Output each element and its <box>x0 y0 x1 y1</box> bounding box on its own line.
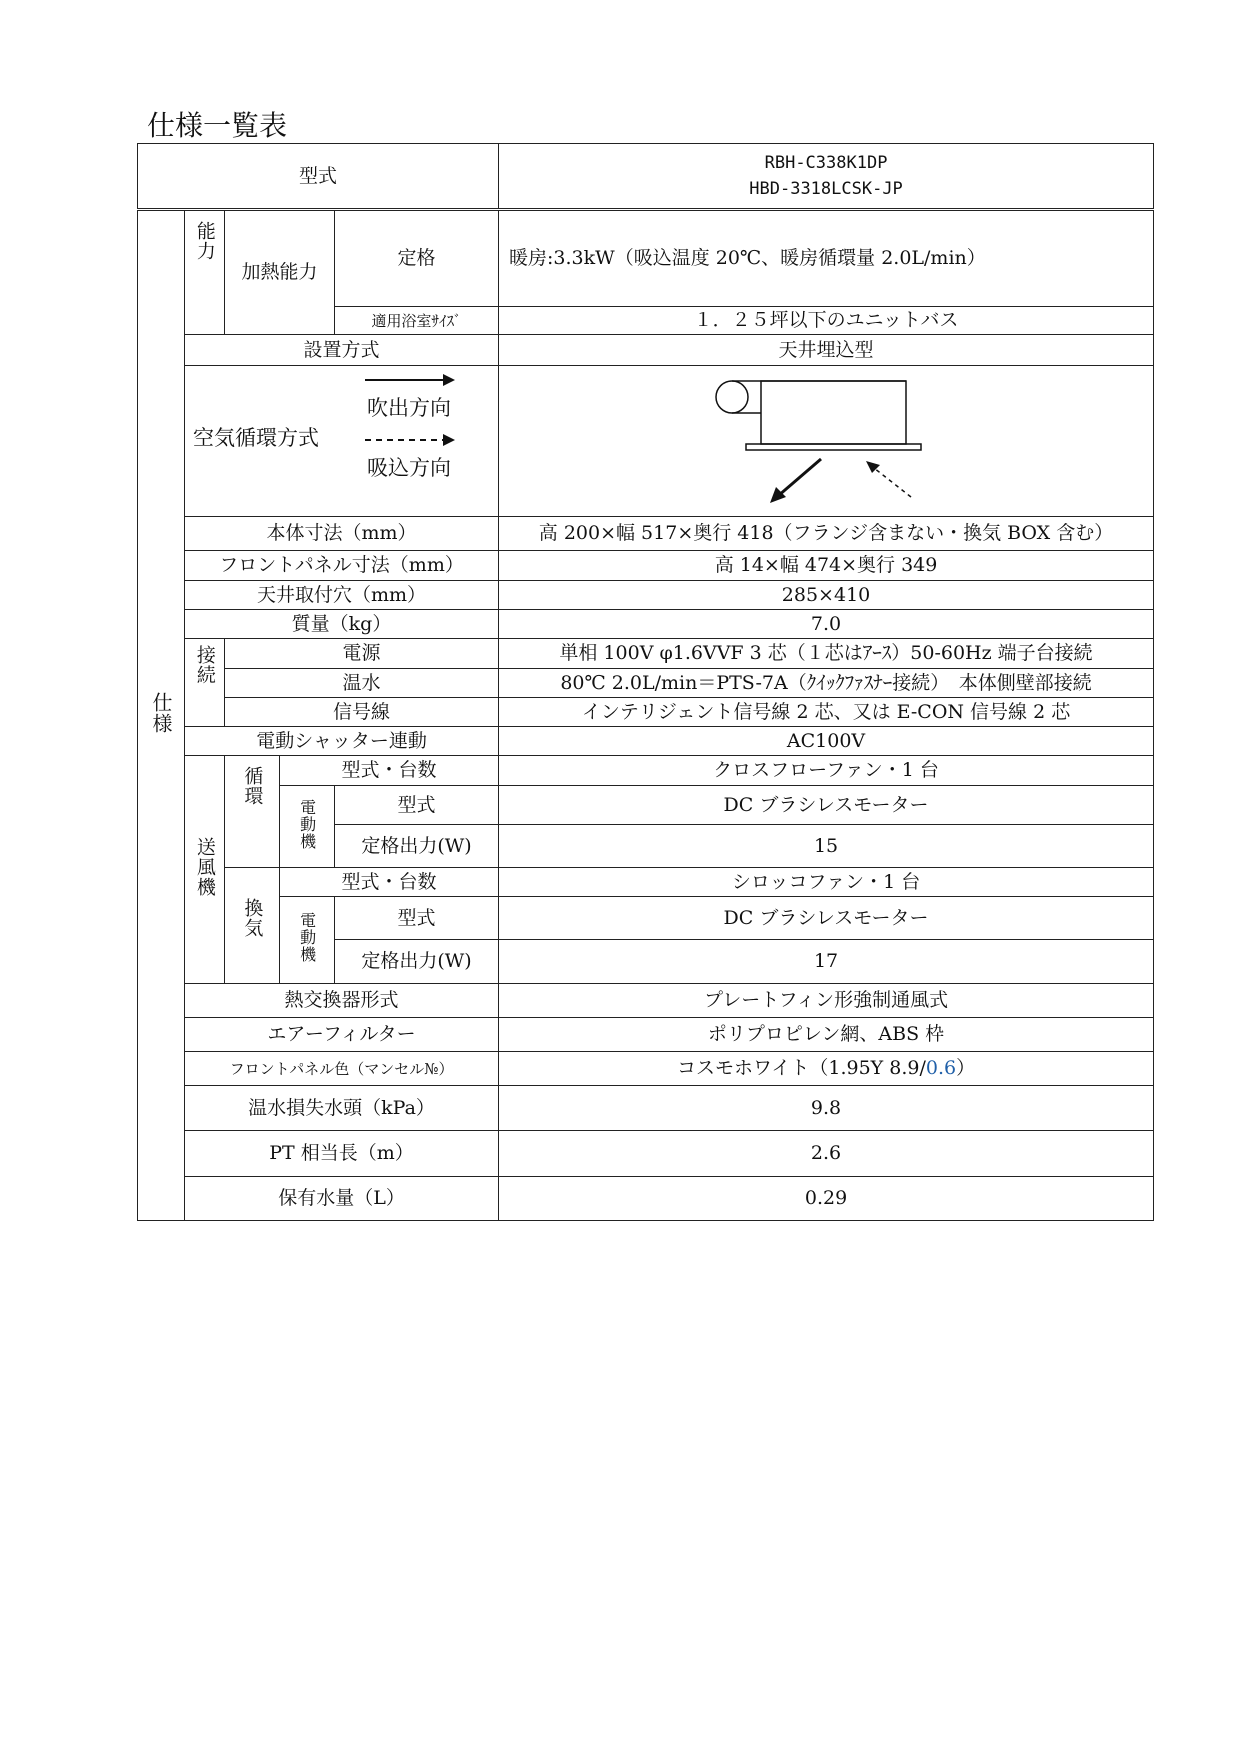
spec-table <box>137 143 1154 1221</box>
circ-model-label: 型式 <box>397 793 436 816</box>
connection-group-cell <box>185 639 225 727</box>
hx-label-cell <box>185 984 499 1018</box>
circ-type-label-cell <box>280 756 499 786</box>
panel-dim-label-cell <box>185 551 499 581</box>
inflow-label: 吸込方向 <box>367 456 451 480</box>
ceiling-hole-label-cell <box>185 581 499 610</box>
water-label: 温水 <box>342 671 381 694</box>
capacity-group-label: 能力 <box>193 221 216 261</box>
filter-label: エアーフィルター <box>267 1023 416 1046</box>
vent-motor-cell <box>280 897 335 984</box>
circ-type-value: クロスフローファン・1 台 <box>713 759 939 782</box>
mass-label: 質量（kg） <box>291 612 392 635</box>
ventilation-cell <box>225 868 280 984</box>
hold-water-label: 保有水量（L） <box>278 1187 405 1210</box>
hold-water-value: 0.29 <box>804 1187 848 1210</box>
body-dim-value: 高 200×幅 517×奥行 418（フランジ含まない・換気 BOX 含む） <box>538 522 1114 545</box>
vent-type-value-cell <box>499 868 1154 897</box>
vent-type-label: 型式・台数 <box>341 870 437 893</box>
heating-capacity-label: 加熱能力 <box>241 261 318 284</box>
airflow-diagram-cell <box>499 366 1154 517</box>
loss-value: 9.8 <box>810 1096 842 1119</box>
circ-motor-cell <box>280 786 335 868</box>
vent-model-label: 型式 <box>397 906 436 929</box>
color-label-cell <box>185 1052 499 1086</box>
install-value: 天井埋込型 <box>778 338 874 361</box>
model-name-2: HBD-3318LCSK-JP <box>749 179 903 199</box>
pt-label-cell <box>185 1131 499 1177</box>
water-value: 80℃ 2.0L/min＝PTS-7A（ｸｲｯｸﾌｧｽﾅｰ接続） 本体側壁部接続 <box>560 671 1092 694</box>
circ-output-value: 15 <box>813 834 839 857</box>
circ-type-value-cell <box>499 756 1154 786</box>
panel-dim-label: フロントパネル寸法（mm） <box>219 554 464 577</box>
power-value-cell <box>499 639 1154 669</box>
ceiling-hole-label: 天井取付穴（mm） <box>256 583 427 606</box>
circ-model-value-cell <box>499 786 1154 825</box>
hx-value-cell <box>499 984 1154 1018</box>
ceiling-hole-value-cell <box>499 581 1154 610</box>
page-title: 仕様一覧表 <box>147 109 288 142</box>
body-dim-label-cell <box>185 517 499 551</box>
panel-dim-value: 高 14×幅 474×奥行 349 <box>714 554 938 577</box>
panel-dim-value-cell <box>499 551 1154 581</box>
install-value-cell <box>499 335 1154 366</box>
heating-capacity-cell <box>225 210 335 335</box>
airflow-unit-diagram <box>706 371 946 511</box>
rated-value: 暖房:3.3kW（吸込温度 20℃、暖房循環量 2.0L/min） <box>509 247 986 269</box>
signal-label: 信号線 <box>333 700 391 723</box>
water-label-cell <box>225 669 499 698</box>
vent-output-value-cell <box>499 940 1154 984</box>
mass-value: 7.0 <box>810 612 842 635</box>
vent-output-label-cell <box>335 940 499 984</box>
power-value: 単相 100V φ1.6VVF 3 芯（１芯はｱｰｽ）50-60Hz 端子台接続 <box>559 642 1093 665</box>
circ-type-label: 型式・台数 <box>341 759 437 782</box>
circ-output-label-cell <box>335 825 499 868</box>
color-value-chroma: 0.6 <box>925 1057 957 1080</box>
install-label-cell <box>185 335 499 366</box>
vent-type-label-cell <box>280 868 499 897</box>
rated-label: 定格 <box>397 247 436 270</box>
model-value-cell <box>499 144 1154 210</box>
shutter-label: 電動シャッター連動 <box>256 729 427 752</box>
color-value: コスモホワイト（1.95Y 8.9/ <box>676 1057 926 1080</box>
loss-label-cell <box>185 1086 499 1131</box>
room-size-value-cell <box>499 307 1154 335</box>
vent-model-value-cell <box>499 897 1154 940</box>
power-label: 電源 <box>342 642 381 665</box>
hx-label: 熱交換器形式 <box>284 989 399 1012</box>
rated-label-cell <box>335 210 499 307</box>
pt-value-cell <box>499 1131 1154 1177</box>
install-label: 設置方式 <box>303 338 380 361</box>
mass-label-cell <box>185 610 499 639</box>
vent-motor-label: 電動機 <box>297 912 317 964</box>
room-size-label-cell <box>335 307 499 335</box>
circulation-cell <box>225 756 280 868</box>
pt-value: 2.6 <box>810 1142 842 1165</box>
airflow-legend-cell <box>185 366 499 517</box>
filter-label-cell <box>185 1018 499 1052</box>
hx-value: プレートフィン形強制通風式 <box>703 989 949 1012</box>
loss-label: 温水損失水頭（kPa） <box>248 1096 435 1119</box>
shutter-value: AC100V <box>786 729 866 752</box>
hold-water-value-cell <box>499 1177 1154 1221</box>
filter-value: ポリプロピレン網、ABS 枠 <box>707 1023 945 1046</box>
model-label-cell <box>138 144 499 210</box>
spec-section-cell <box>138 210 185 1221</box>
power-label-cell <box>225 639 499 669</box>
hold-water-label-cell <box>185 1177 499 1221</box>
vent-output-value: 17 <box>813 950 839 973</box>
circulation-label: 循環 <box>241 766 264 806</box>
fan-group-cell <box>185 756 225 984</box>
ventilation-label: 換気 <box>241 898 264 938</box>
signal-value-cell <box>499 698 1154 727</box>
ceiling-hole-value: 285×410 <box>781 583 871 606</box>
spec-section-label: 仕様 <box>149 691 173 734</box>
signal-value: インテリジェント信号線 2 芯、又は E-CON 信号線 2 芯 <box>581 700 1071 723</box>
airflow-label: 空気循環方式 <box>193 426 319 450</box>
rated-value-cell <box>499 210 1154 307</box>
shutter-label-cell <box>185 727 499 756</box>
pt-label: PT 相当長（m） <box>269 1142 414 1165</box>
connection-group-label: 接続 <box>193 645 216 685</box>
color-label: フロントパネル色（マンセル№） <box>229 1059 454 1078</box>
vent-model-label-cell <box>335 897 499 940</box>
body-dim-value-cell <box>499 517 1154 551</box>
vent-output-label: 定格出力(W) <box>361 950 472 973</box>
filter-value-cell <box>499 1018 1154 1052</box>
circ-output-value-cell <box>499 825 1154 868</box>
vent-model-value: DC ブラシレスモーター <box>723 906 929 929</box>
circ-output-label: 定格出力(W) <box>361 834 472 857</box>
circ-motor-label: 電動機 <box>297 798 317 850</box>
signal-label-cell <box>225 698 499 727</box>
mass-value-cell <box>499 610 1154 639</box>
shutter-value-cell <box>499 727 1154 756</box>
model-name-1: RBH-C338K1DP <box>764 152 888 173</box>
loss-value-cell <box>499 1086 1154 1131</box>
water-value-cell <box>499 669 1154 698</box>
circ-model-label-cell <box>335 786 499 825</box>
capacity-group-cell <box>185 210 225 335</box>
body-dim-label: 本体寸法（mm） <box>266 522 417 545</box>
room-size-label: 適用浴室ｻｲｽﾞ <box>371 311 462 330</box>
color-value-cell <box>499 1052 1154 1086</box>
circ-model-value: DC ブラシレスモーター <box>723 793 929 816</box>
fan-group-label: 送風機 <box>193 836 216 897</box>
outflow-label: 吹出方向 <box>367 396 451 420</box>
model-label: 型式 <box>299 164 338 187</box>
room-size-value: １．２５坪以下のユニットバス <box>693 309 959 332</box>
vent-type-value: シロッコファン・1 台 <box>731 870 921 893</box>
color-value-close: ） <box>956 1057 976 1080</box>
